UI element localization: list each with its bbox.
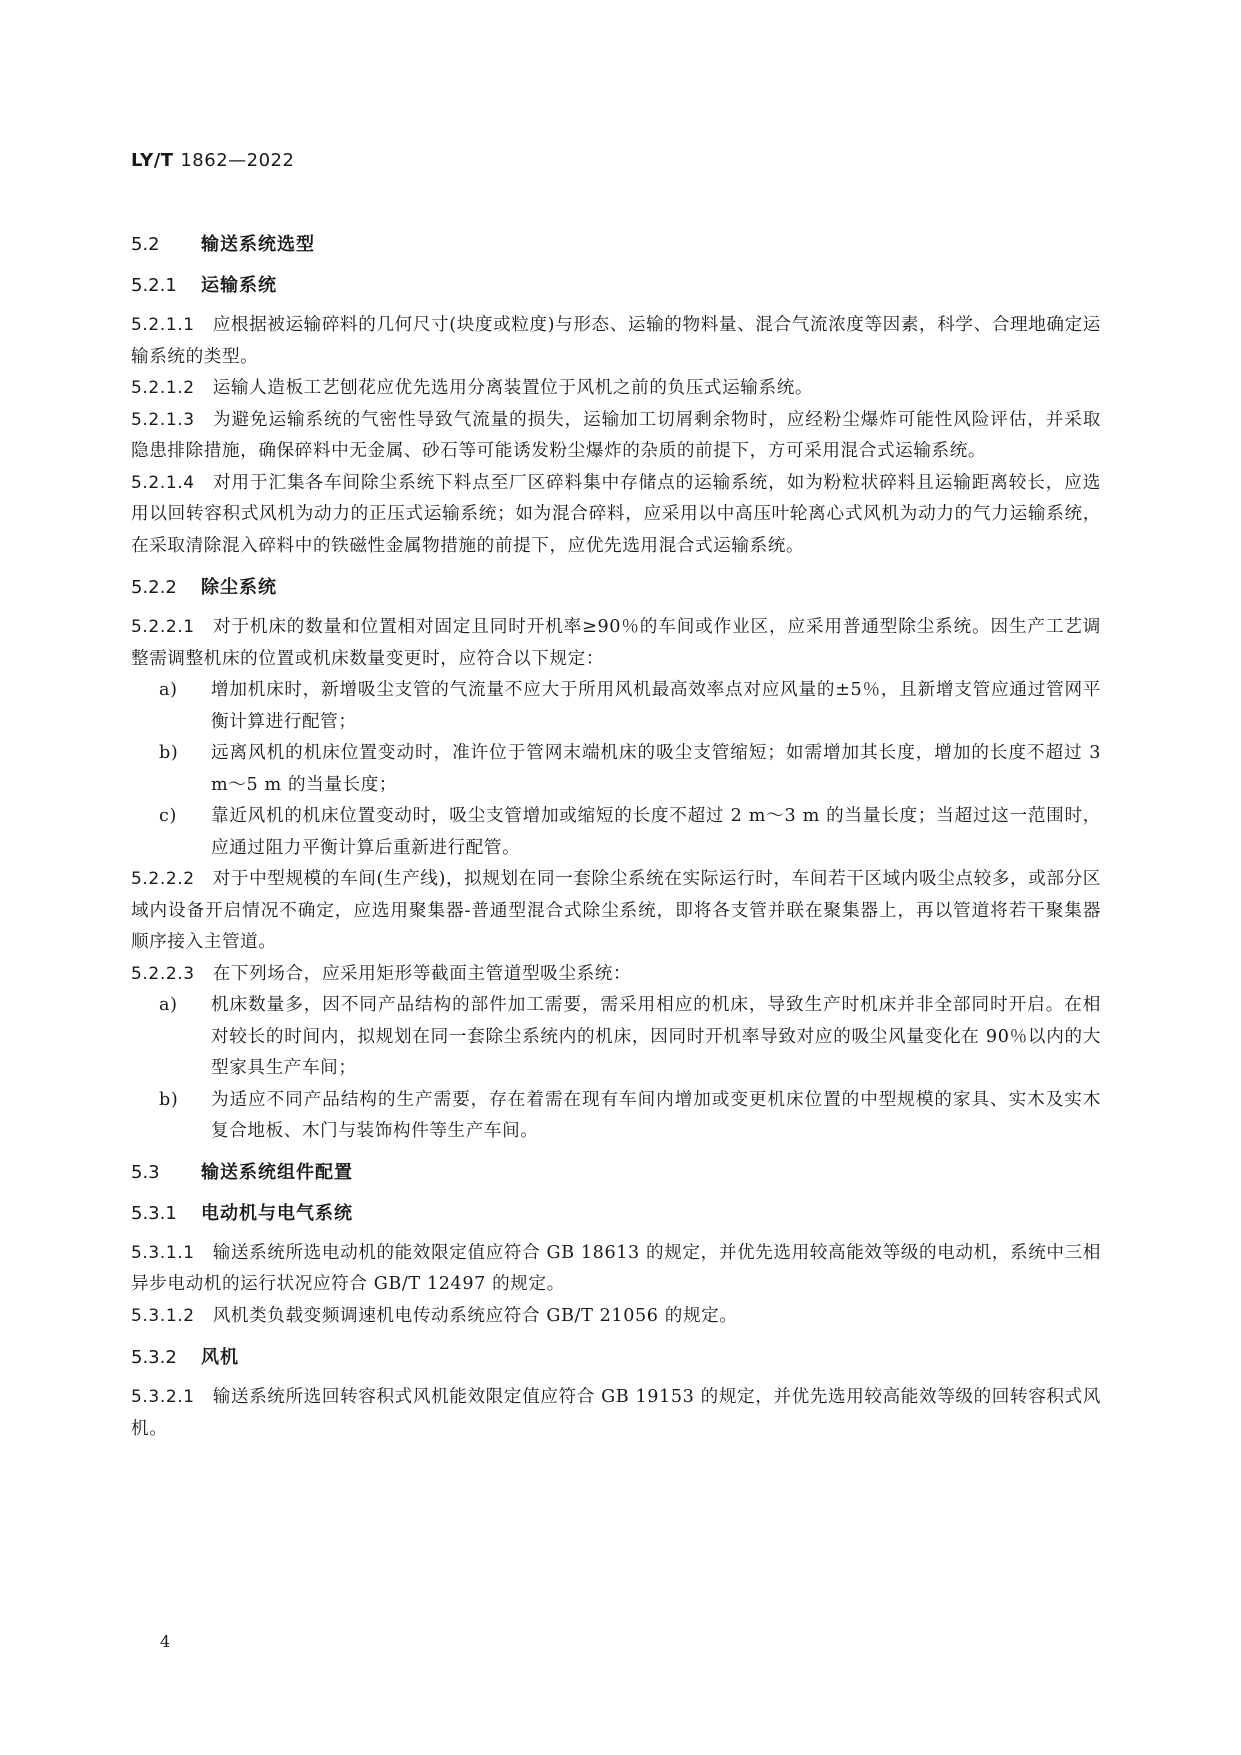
- clause-paragraph: [131, 1238, 1101, 1301]
- heading-number: 5.3.1: [131, 1202, 177, 1224]
- clause-paragraph: [131, 1301, 1101, 1333]
- heading-title: 输送系统选型: [201, 234, 315, 255]
- clause-paragraph: [131, 468, 1101, 563]
- heading-number: 5.2.1: [131, 275, 177, 296]
- list-item-text: 远离风机的机床位置变动时，准许位于管网末端机床的吸尘支管缩短；如需增加其长度，增加的长度不超过 3 m～5 m 的当量长度；: [211, 743, 1101, 795]
- section-heading: [131, 229, 1101, 260]
- list-item: [131, 990, 1101, 1085]
- clause-number: 5.2.2.3: [131, 963, 195, 984]
- subsection-heading: [131, 270, 1101, 301]
- standard-code: LY/T: [131, 150, 174, 171]
- subsection-heading: [131, 1342, 1101, 1373]
- clause-text: 输送系统所选电动机的能效限定值应符合 GB 18613 的规定，并优先选用较高能效等级的电动机，系统中三相异步电动机的运行状况应符合 GB/T 12497 的规定。: [131, 1242, 1101, 1294]
- list-item: [131, 675, 1101, 738]
- clause-paragraph: [131, 373, 1101, 405]
- clause-text: 输送系统所选回转容积式风机能效限定值应符合 GB 19153 的规定，并优先选用较高能效等级的回转容积式风机。: [131, 1387, 1101, 1439]
- clause-text: 对用于汇集各车间除尘系统下料点至厂区碎料集中存储点的运输系统，如为粉粒状碎料且运输距离较长，应选用以回转容积式风机为动力的正压式运输系统；如为混合碎料，应采用以中高压叶轮离心式风机为动力的气力运输系统，在采取清除混入碎料中的铁磁性金属物措施的前提下，应优先选用混合式运输系统。: [131, 472, 1101, 556]
- list-item-label: c): [159, 806, 177, 826]
- list-item-text: 为适应不同产品结构的生产需要，存在着需在现有车间内增加或变更机床位置的中型规模的家具、实木及实木复合地板、木门与装饰构件等生产车间。: [211, 1089, 1101, 1141]
- clause-number: 5.2.2.1: [131, 617, 195, 637]
- clause-text: 在下列场合，应采用矩形等截面主管道型吸尘系统：: [212, 963, 632, 984]
- clause-number: 5.2.1.3: [131, 409, 195, 430]
- page-number: 4: [160, 1632, 171, 1651]
- clause-number: 5.3.1.1: [131, 1242, 195, 1263]
- clause-number: 5.2.1.2: [131, 378, 195, 398]
- heading-title: 除尘系统: [201, 577, 277, 598]
- clause-paragraph: [131, 310, 1101, 373]
- heading-number: 5.3: [131, 1161, 160, 1183]
- clause-paragraph: [131, 405, 1101, 468]
- heading-title: 运输系统: [201, 275, 277, 296]
- heading-number: 5.2: [131, 234, 160, 255]
- subsection-heading: [131, 1198, 1101, 1229]
- clause-text: 对于机床的数量和位置相对固定且同时开机率≥90％的车间或作业区，应采用普通型除尘系统。因生产工艺调整需调整机床的位置或机床数量变更时，应符合以下规定：: [131, 617, 1101, 669]
- section-heading: [131, 1157, 1101, 1188]
- list-item: [131, 738, 1101, 801]
- list-item: [131, 801, 1101, 864]
- list-item-label: a): [159, 680, 178, 700]
- clause-text: 应根据被运输碎料的几何尺寸(块度或粒度)与形态、运输的物料量、混合气流浓度等因素，科学、合理地确定运输系统的类型。: [131, 315, 1101, 367]
- heading-title: 输送系统组件配置: [201, 1161, 353, 1183]
- heading-number: 5.3.2: [131, 1347, 177, 1368]
- clause-text: 风机类负载变频调速机电传动系统应符合 GB/T 21056 的规定。: [212, 1305, 738, 1326]
- list-item: [131, 1085, 1101, 1148]
- clause-paragraph: [131, 1382, 1101, 1445]
- clause-text: 对于中型规模的车间(生产线)，拟规划在同一套除尘系统在实际运行时，车间若干区域内吸尘点较多，或部分区域内设备开启情况不确定，应选用聚集器-普通型混合式除尘系统，即将各支管并联在聚集器上，再以管道将若干聚集器顺序接入主管道。: [131, 869, 1101, 952]
- standard-number: 1862—2022: [180, 150, 295, 171]
- clause-number: 5.2.1.4: [131, 472, 195, 493]
- list-item-text: 靠近风机的机床位置变动时，吸尘支管增加或缩短的长度不超过 2 m～3 m 的当量长度；当超过这一范围时，应通过阻力平衡计算后重新进行配管。: [211, 806, 1101, 858]
- clause-text: 运输人造板工艺刨花应优先选用分离装置位于风机之前的负压式运输系统。: [212, 378, 814, 398]
- heading-title: 风机: [201, 1347, 239, 1368]
- list-item-label: b): [159, 743, 179, 763]
- clause-paragraph: [131, 612, 1101, 675]
- list-item-text: 机床数量多，因不同产品结构的部件加工需要，需采用相应的机床，导致生产时机床并非全部同时开启。在相对较长的时间内，拟规划在同一套除尘系统内的机床，因同时开机率导致对应的吸尘风量变化在 90％以内的大型家具生产车间；: [211, 995, 1101, 1078]
- list-item-label: a): [159, 995, 178, 1015]
- heading-title: 电动机与电气系统: [201, 1202, 353, 1224]
- list-item-text: 增加机床时，新增吸尘支管的气流量不应大于所用风机最高效率点对应风量的±5％，且新增支管应通过管网平衡计算进行配管；: [211, 680, 1101, 732]
- clause-paragraph: [131, 864, 1101, 959]
- clause-number: 5.2.2.2: [131, 869, 195, 889]
- clause-paragraph: [131, 959, 1101, 991]
- heading-number: 5.2.2: [131, 577, 177, 598]
- document-body: [131, 220, 1101, 1445]
- standard-header: [131, 150, 294, 171]
- list-item-label: b): [159, 1089, 179, 1110]
- clause-number: 5.3.2.1: [131, 1387, 195, 1407]
- clause-number: 5.2.1.1: [131, 315, 195, 335]
- clause-text: 为避免运输系统的气密性导致气流量的损失，运输加工切屑剩余物时，应经粉尘爆炸可能性风险评估，并采取隐患排除措施，确保碎料中无金属、砂石等可能诱发粉尘爆炸的杂质的前提下，方可采用混合式运输系统。: [131, 409, 1101, 461]
- subsection-heading: [131, 572, 1101, 603]
- clause-number: 5.3.1.2: [131, 1305, 195, 1326]
